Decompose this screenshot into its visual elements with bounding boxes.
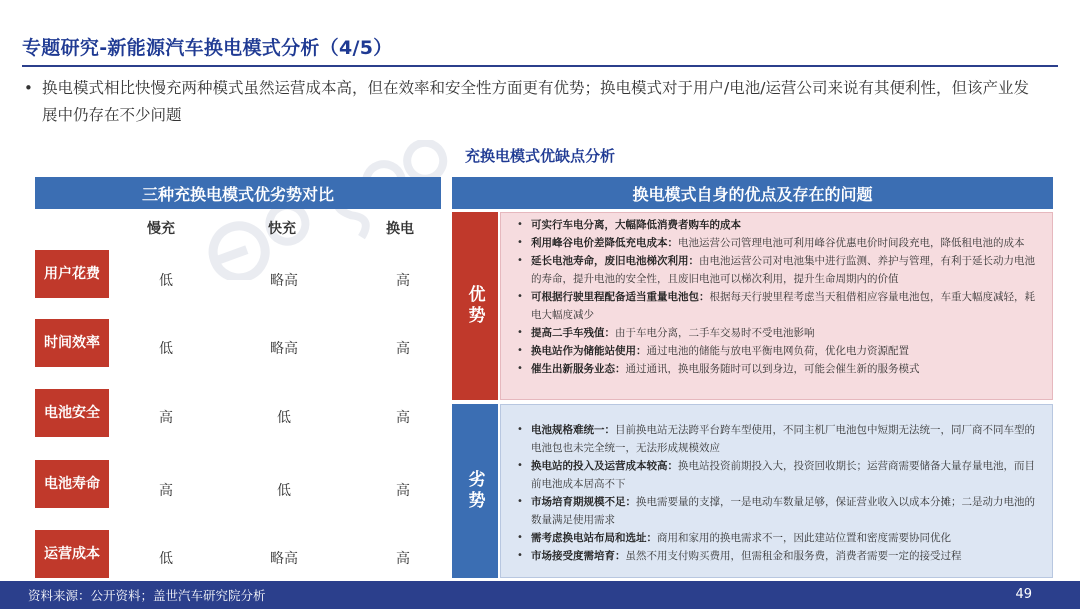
- cell-battery-safety-swap: 高: [396, 410, 410, 426]
- section-title: 充换电模式优缺点分析: [464, 147, 615, 165]
- list-item: • 延长电池寿命，废旧电池梯次利用：由电池运营公司对电池集中进行监测、养护与管理，有利于延长动力电池的寿命，提升电池的安全性，且废旧电池可以梯次利用，提升生命周期内的价值: [517, 255, 1035, 285]
- source-note: 资料来源：公开资料；盖世汽车研究院分析: [28, 588, 266, 603]
- list-item: • 换电站作为储能站使用：通过电池的储能与放电平衡电网负荷，优化电力资源配置: [517, 345, 909, 357]
- cell-user-cost-swap: 高: [396, 273, 410, 289]
- list-item: • 利用峰谷电价差降低充电成本：电池运营公司管理电池可利用峰谷优惠电价时间段充电，降低租电池的成本: [517, 237, 1025, 249]
- cell-battery-life-fast: 低: [277, 483, 291, 499]
- cell-battery-safety-fast: 低: [277, 410, 291, 426]
- list-item: • 可根据行驶里程配备适当重量电池包：根据每天行驶里程考虑当天租借相应容量电池包，车重大幅度减轻，耗电大幅度减少: [517, 291, 1035, 321]
- cell-time-efficiency-swap: 高: [396, 341, 410, 357]
- list-item: • 电池规格难统一：目前换电站无法跨平台跨车型使用，不同主机厂电池包中短期无法统一，同厂商不同车型的电池包也未完全统一，无法形成规模效应: [517, 424, 1035, 454]
- cell-battery-life-swap: 高: [396, 483, 410, 499]
- comparison-header: 三种充换电模式优劣势对比: [35, 177, 441, 209]
- row-label-battery-safety: 电池安全: [35, 389, 109, 437]
- col-header-swap: 换电: [386, 221, 414, 237]
- page-title: 专题研究-新能源汽车换电模式分析（4/5）: [22, 37, 393, 59]
- cell-operating-cost-swap: 高: [396, 551, 410, 567]
- cell-operating-cost-fast: 略高: [270, 551, 298, 567]
- list-item: • 市场培育期规模不足：换电需要量的支撑，一是电动车数量足够，保证营业收入以成本分摊；二是动力电池的数量满足使用需求: [517, 496, 1035, 526]
- intro-text: 换电模式相比快慢充两种模式虽然运营成本高，但在效率和安全性方面更有优势；换电模式对于用户/电池/运营公司来说有其便利性，但该产业发展中仍存在不少问题: [42, 79, 1029, 124]
- cell-battery-safety-slow: 高: [159, 410, 173, 426]
- row-label-battery-life: 电池寿命: [35, 460, 109, 508]
- cell-user-cost-fast: 略高: [270, 273, 298, 289]
- advantages-label: 优势: [452, 212, 498, 400]
- cell-time-efficiency-slow: 低: [159, 341, 173, 357]
- list-item: • 换电站的投入及运营成本较高：换电站投资前期投入大，投资回收期长；运营商需要储备大量存量电池，而目前电池成本居高不下: [517, 460, 1035, 490]
- cell-user-cost-slow: 低: [159, 273, 173, 289]
- cell-battery-life-slow: 高: [159, 483, 173, 499]
- analysis-header: 换电模式自身的优点及存在的问题: [452, 177, 1053, 209]
- title-divider: [22, 65, 1058, 67]
- list-item: • 催生出新服务业态：通过通讯，换电服务随时可以到身边，可能会催生新的服务模式: [517, 363, 920, 375]
- cell-time-efficiency-fast: 略高: [270, 341, 298, 357]
- list-item: • 市场接受度需培育：虽然不用支付购买费用，但需租金和服务费，消费者需要一定的接受过程: [517, 550, 962, 562]
- disadvantages-list: [500, 404, 1053, 578]
- advantages-list: [500, 212, 1053, 400]
- list-item: • 可实行车电分离，大幅降低消费者购车的成本: [517, 219, 741, 231]
- disadvantages-label: 劣势: [452, 404, 498, 578]
- col-header-fast: 快充: [268, 221, 296, 237]
- footer-bar: [0, 581, 1080, 609]
- row-label-user-cost: 用户花费: [35, 250, 109, 298]
- row-label-operating-cost: 运营成本: [35, 530, 109, 578]
- list-item: • 需考虑换电站布局和选址：商用和家用的换电需求不一，因此建站位置和密度需要协同优化: [517, 532, 951, 544]
- col-header-slow: 慢充: [147, 221, 175, 237]
- page-number: 49: [1015, 587, 1032, 602]
- bullet-icon: •: [24, 79, 33, 97]
- row-label-time-efficiency: 时间效率: [35, 319, 109, 367]
- cell-operating-cost-slow: 低: [159, 551, 173, 567]
- list-item: • 提高二手车残值：由于车电分离，二手车交易时不受电池影响: [517, 327, 815, 339]
